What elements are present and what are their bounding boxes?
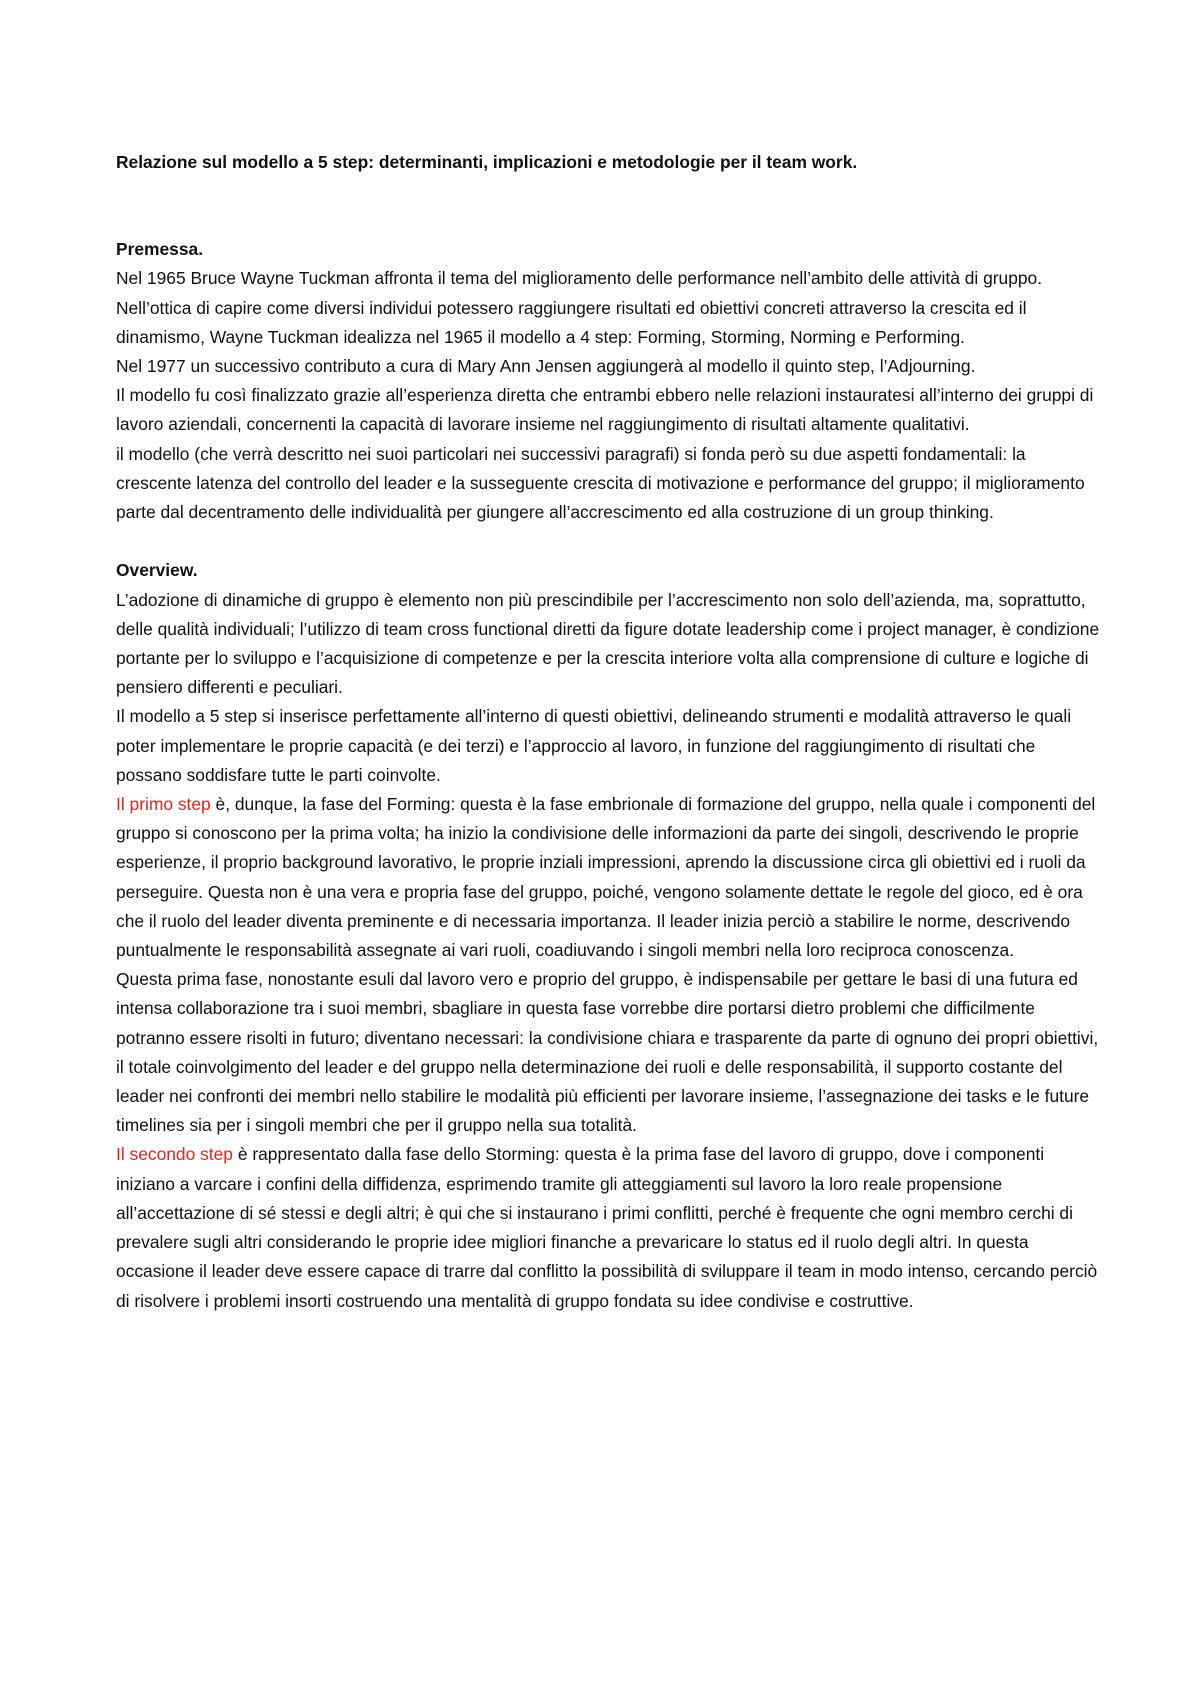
- paragraph: Il modello a 5 step si inserisce perfettamente all’interno di questi obiettivi, delineando strumenti e modalità attraverso le quali poter implementare le proprie capacità (e dei terzi) e l’approccio al lavoro, in funzione del raggiungimento di risultati che possano soddisfare tutte le parti coinvolte.: [116, 706, 1072, 785]
- section-premessa: [116, 235, 1100, 527]
- document-title: Relazione sul modello a 5 step: determinanti, implicazioni e metodologie per il team work.: [116, 152, 858, 172]
- second-step-label: Il secondo step: [116, 1144, 233, 1165]
- paragraph: Il modello fu così finalizzato grazie all’esperienza diretta che entrambi ebbero nelle relazioni instauratesi all’interno dei gruppi di lavoro aziendali, concernenti la capacità di lavorare insieme nel raggiungimento di risultati altamente qualitativi.: [116, 385, 1094, 435]
- paragraph-second-step: [116, 1140, 1100, 1315]
- paragraph: il modello (che verrà descritto nei suoi particolari nei successivi paragrafi) si fonda però su due aspetti fondamentali: la crescente latenza del controllo del leader e la susseguente crescita di motivazione e performance del gruppo; il miglioramento parte dal decentramento delle individualità per giungere all’accrescimento ed alla costruzione di un group thinking.: [116, 443, 1085, 523]
- document-body: [116, 148, 1100, 1316]
- section-overview: [116, 556, 1100, 1315]
- paragraph-first-step: [116, 790, 1100, 965]
- second-step-text: è rappresentato dalla fase dello Storming: questa è la prima fase del lavoro di gruppo, dove i componenti iniziano a varcare i confini della diffidenza, esprimendo tramite gli atteggiamenti sul lavoro la loro reale propensione all’accettazione di sé stessi e degli altri; è qui che si instaurano i primi conflitti, perché è frequente che ogni membro cerchi di prevalere sugli altri considerando le proprie idee migliori finanche a prevaricare lo status ed il ruolo degli altri. In questa occasione il leader deve essere capace di trarre dal conflitto la possibilità di sviluppare il team in modo intenso, cercando perciò di risolvere i problemi insorti costruendo una mentalità di gruppo fondata su idee condivise e costruttive.: [116, 1144, 1098, 1311]
- section-heading-overview: Overview.: [116, 560, 198, 581]
- paragraph: Questa prima fase, nonostante esuli dal lavoro vero e proprio del gruppo, è indispensabile per gettare le basi di una futura ed intensa collaborazione tra i suoi membri, sbagliare in questa fase vorrebbe dire portarsi dietro problemi che difficilmente potranno essere risolti in futuro; diventano necessari: la condivisione chiara e trasparente da parte di ognuno dei propri obiettivi, il totale coinvolgimento del leader e del gruppo nella determinazione dei ruoli e delle responsabilità, il supporto costante del leader nei confronti dei membri nello stabilire le modalità più efficienti per lavorare insieme, l’assegnazione dei tasks e le future timelines sia per i singoli membri che per il gruppo nella sua totalità.: [116, 969, 1099, 1136]
- spacer: [116, 177, 1100, 235]
- first-step-text: è, dunque, la fase del Forming: questa è la fase embrionale di formazione del gruppo, nella quale i componenti del gruppo si conoscono per la prima volta; ha inizio la condivisione delle informazioni da parte dei singoli, descrivendo le proprie esperienze, il proprio background lavorativo, le proprie inziali impressioni, aprendo la discussione circa gli obiettivi ed i ruoli da perseguire. Questa non è una vera e propria fase del gruppo, poiché, vengono solamente dettate le regole del gioco, ed è ora che il ruolo del leader diventa preminente e di necessaria importanza. Il leader inizia perciò a stabilire le norme, descrivendo puntualmente le responsabilità assegnate ai vari ruoli, coadiuvando i singoli membri nella loro reciproca conoscenza.: [116, 794, 1096, 961]
- first-step-label: Il primo step: [116, 794, 211, 815]
- spacer: [116, 527, 1100, 556]
- section-heading-premessa: Premessa.: [116, 239, 204, 260]
- paragraph: Nel 1965 Bruce Wayne Tuckman affronta il tema del miglioramento delle performance nell’ambito delle attività di gruppo. Nell’ottica di capire come diversi individui potessero raggiungere risultati ed obiettivi concreti attraverso la crescita ed il dinamismo, Wayne Tuckman idealizza nel 1965 il modello a 4 step: Forming, Storming, Norming e Performing.: [116, 268, 1043, 347]
- paragraph: L’adozione di dinamiche di gruppo è elemento non più prescindibile per l’accrescimento non solo dell’azienda, ma, soprattutto, delle qualità individuali; l’utilizzo di team cross functional diretti da figure dotate leadership come i project manager, è condizione portante per lo sviluppo e l’acquisizione di competenze e per la crescita interiore volta alla comprensione di culture e logiche di pensiero differenti e peculiari.: [116, 589, 1100, 698]
- paragraph: Nel 1977 un successivo contributo a cura di Mary Ann Jensen aggiungerà al modello il quinto step, l’Adjourning.: [116, 356, 976, 377]
